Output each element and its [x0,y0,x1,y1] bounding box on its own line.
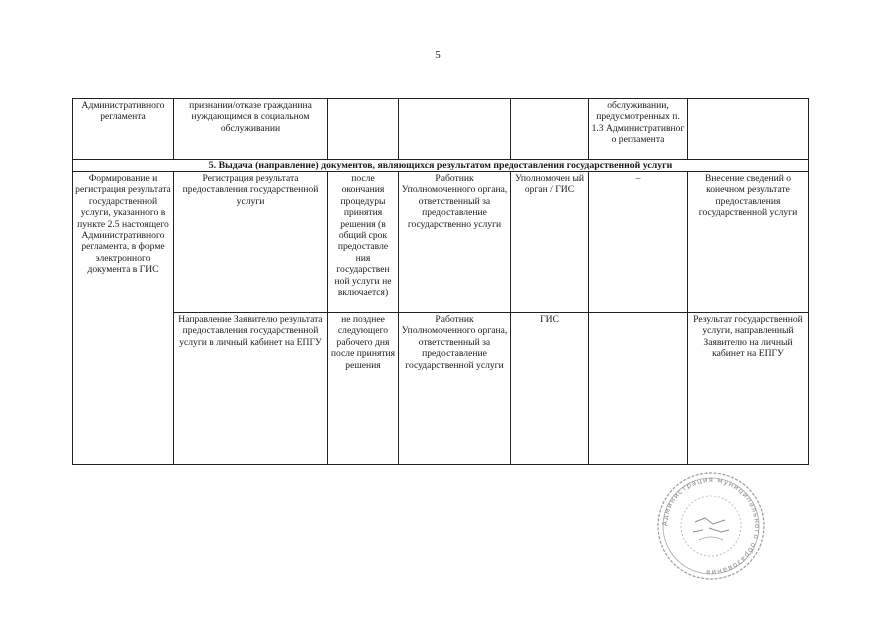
cell-result: Результат государственной услуги, направленный Заявителю на личный кабинет на ЕПГУ [688,313,809,465]
cell-place: Уполномочен ый орган / ГИС [511,172,589,313]
cell-place-continuation [511,99,589,160]
cell-criteria [589,313,688,465]
cell-place: ГИС [511,313,589,465]
cell-executor: Работник Уполномоченного органа, ответственный за предоставление государственной услуги [399,313,511,465]
cell-criteria-continuation: обслуживании, предусмотренных п. 1.3 Административног о регламента [589,99,688,160]
stamp-text: Администрация муниципального образования [660,475,762,577]
section-header-row [73,160,809,172]
cell-criteria: – [589,172,688,313]
svg-text:Администрация муниципального о [661,476,761,576]
table-row [73,313,809,465]
cell-step-name: Формирование и регистрация результата государственной услуги, указанного в пункте 2.5 настоящего Административного регламента, в форме электронного документа в ГИС [73,172,174,465]
table-row [73,172,809,313]
cell-result: Внесение сведений о конечном результате предоставления государственной услуги [688,172,809,313]
official-stamp-icon [655,470,767,582]
cell-step-continuation: Административного регламента [73,99,174,160]
cell-action: Направление Заявителю результата предоставления государственной услуги в личный кабинет на ЕПГУ [174,313,328,465]
page-number: 5 [435,49,441,61]
procedure-table [72,98,809,465]
cell-action: Регистрация результата предоставления государственной услуги [174,172,328,313]
cell-executor-continuation [399,99,511,160]
cell-action-continuation: признании/отказе гражданина нуждающимся в социальном обслуживании [174,99,328,160]
cell-executor: Работник Уполномоченного органа, ответственный за предоставление государственно услуги [399,172,511,313]
section-title: 5. Выдача (направление) документов, являющихся результатом предоставления государственной услуги [73,160,809,172]
cell-term: после окончания процедуры принятия решения (в общий срок предоставле ния государствен ной услуги не включается) [328,172,399,313]
cell-term-continuation [328,99,399,160]
cell-term: не позднее следующего рабочего дня после принятия решения [328,313,399,465]
cell-result-continuation [688,99,809,160]
table-row-continuation [73,99,809,160]
